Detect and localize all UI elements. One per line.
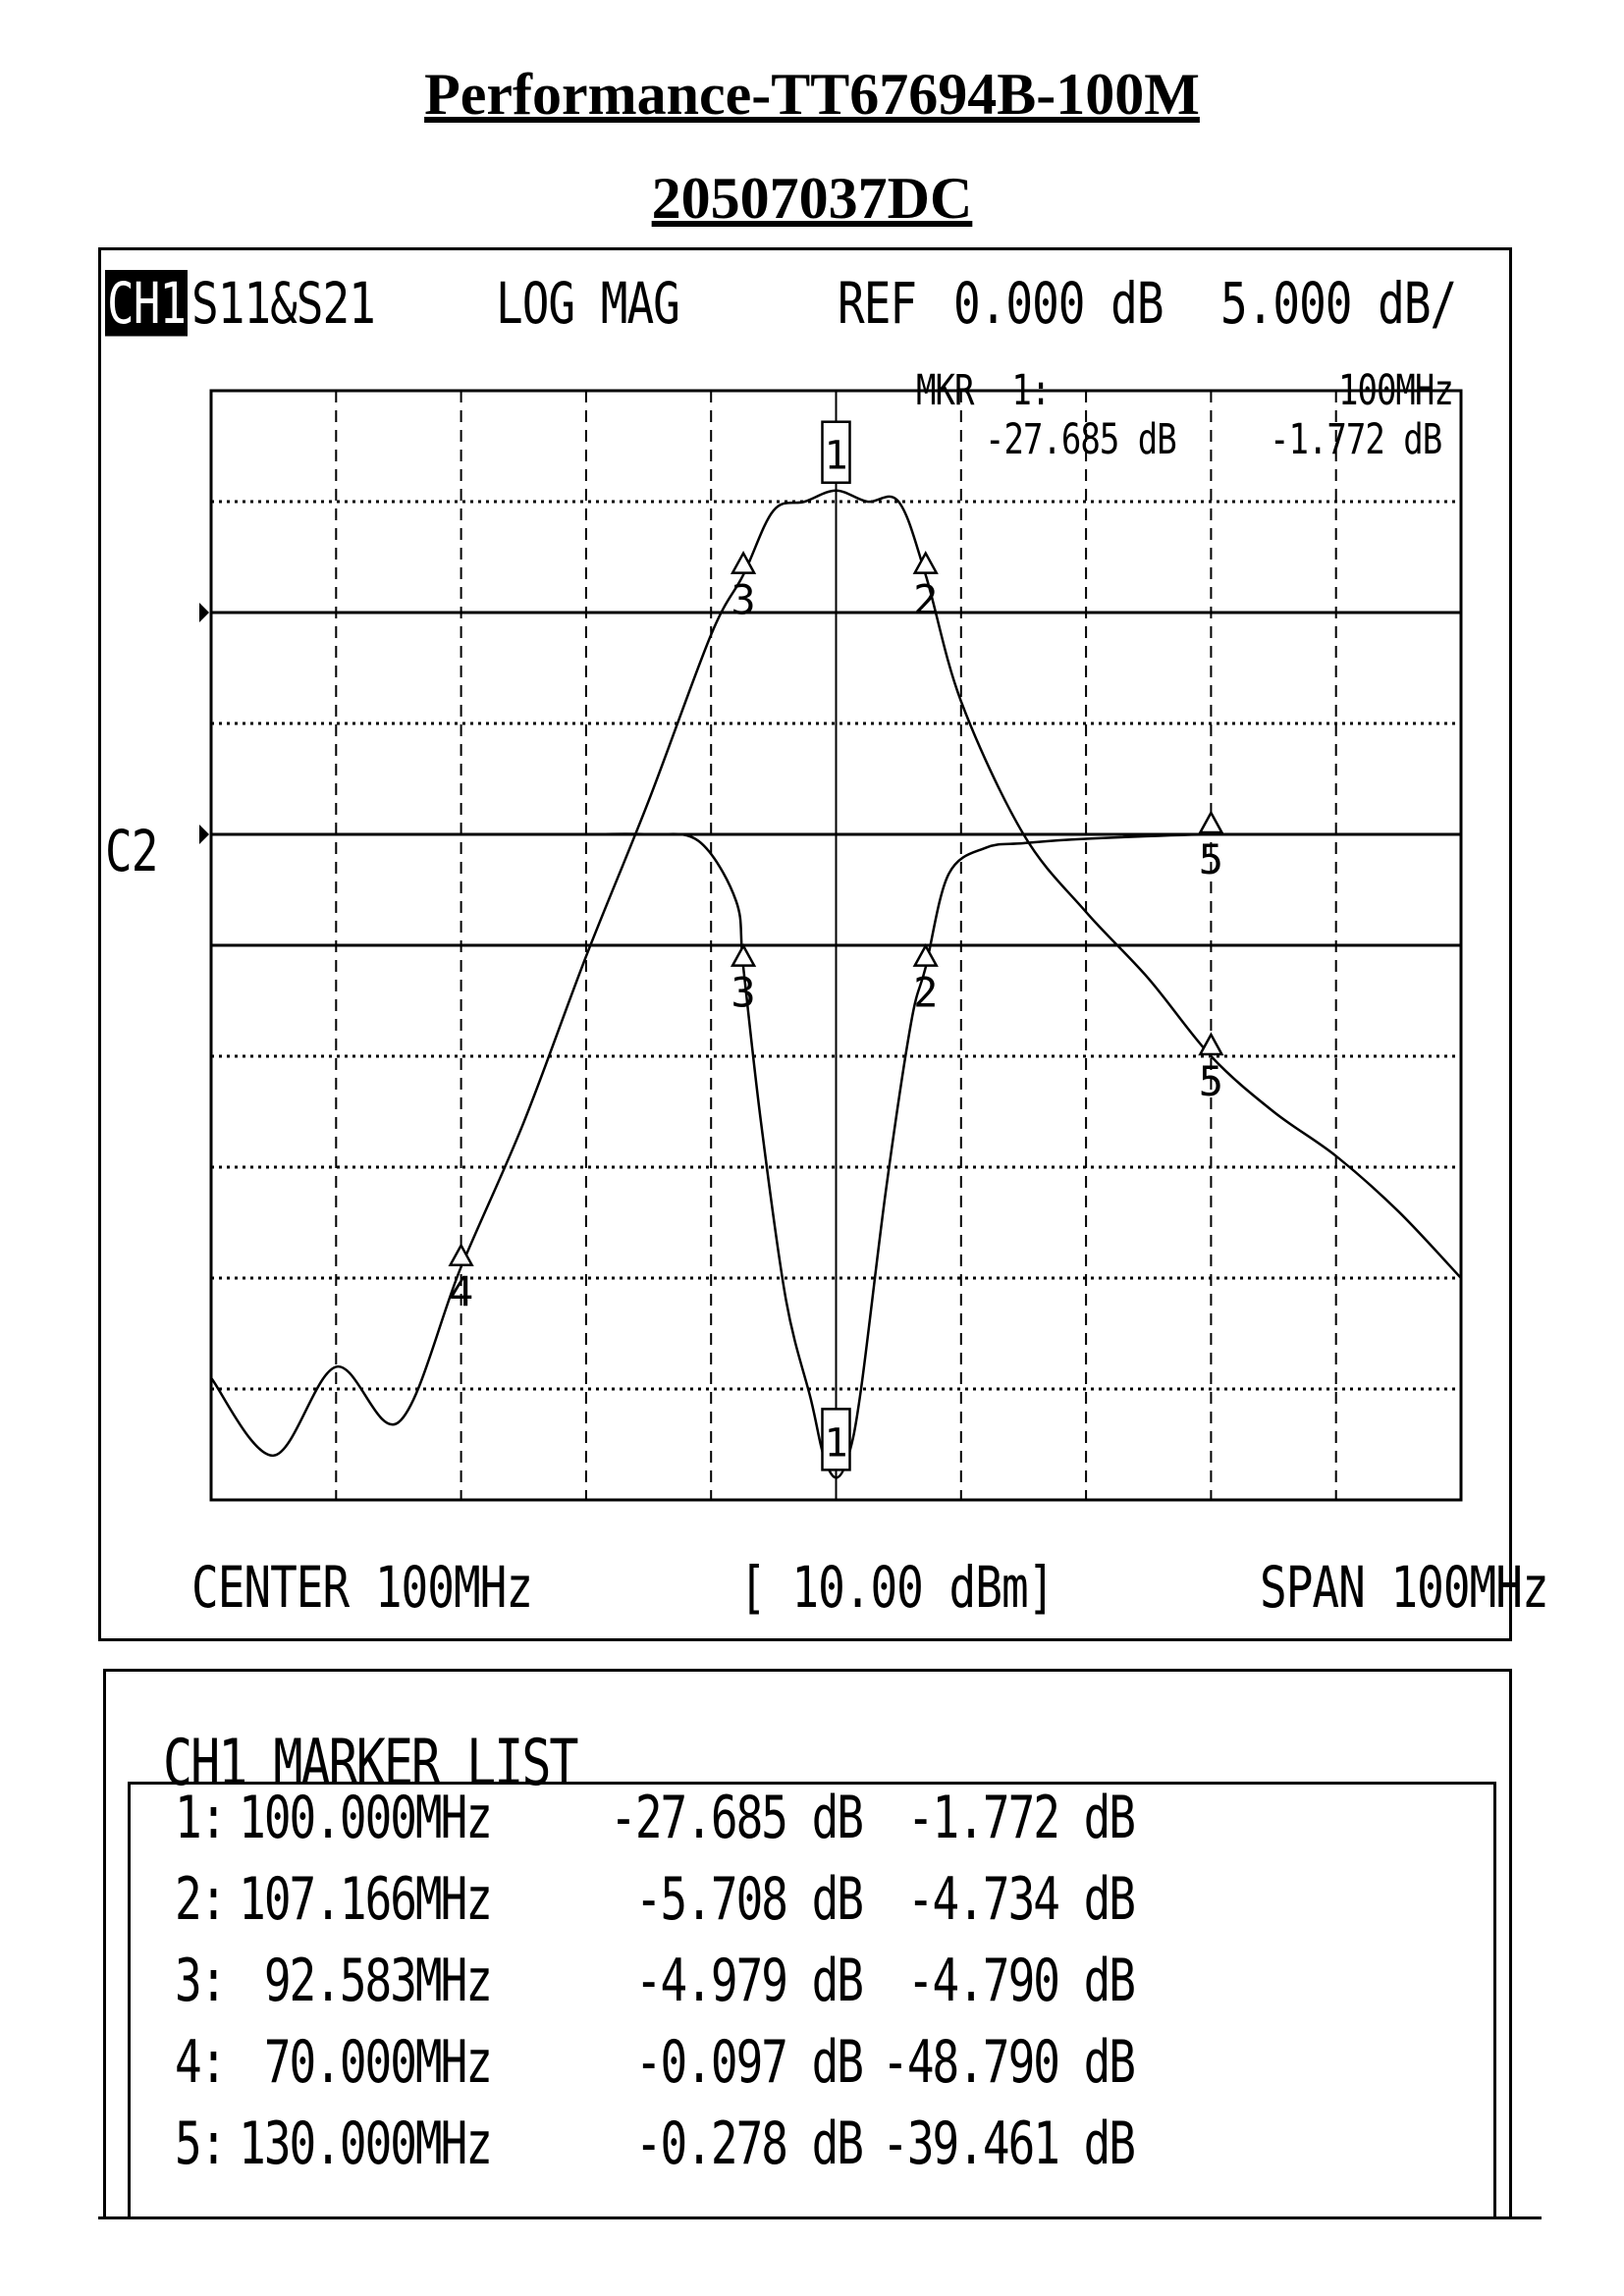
- c2-label: C2: [105, 818, 158, 884]
- trace-s11: [586, 833, 1461, 1477]
- marker-readout-s11: -27.685 dB: [985, 415, 1176, 464]
- marker-5-triangle: [1200, 1035, 1221, 1054]
- marker-1-label: 1: [824, 1420, 848, 1467]
- marker-2-triangle: [915, 554, 937, 573]
- marker-row-s21: -39.461 dB: [882, 2108, 1134, 2178]
- span-frequency: SPAN 100MHz: [1260, 1554, 1548, 1621]
- marker-row-frequency: 70.000MHz: [263, 2026, 492, 2097]
- marker-3-label: 3: [731, 575, 756, 624]
- scale-label: 5.000 dB/: [1220, 270, 1457, 337]
- marker-row-frequency: 130.000MHz: [239, 2108, 492, 2178]
- marker-2-triangle: [915, 946, 937, 966]
- marker-row-frequency: 100.000MHz: [239, 1782, 492, 1852]
- marker-row-id: 2:: [175, 1863, 226, 1934]
- marker-row-s21: -1.772 dB: [906, 1782, 1134, 1852]
- marker-row-s21: -48.790 dB: [882, 2026, 1134, 2097]
- marker-row-s11: -5.708 dB: [634, 1863, 862, 1934]
- ref-label: REF: [838, 270, 917, 337]
- marker-row-id: 1:: [175, 1782, 226, 1852]
- reference-arrow: [199, 603, 209, 622]
- marker-1-label: 1: [824, 433, 848, 479]
- page-title: Performance-TT67694B-100M: [424, 62, 1200, 127]
- marker-3-triangle: [732, 946, 754, 966]
- marker-2-label: 2: [913, 968, 939, 1017]
- marker-row-id: 5:: [175, 2108, 226, 2178]
- ref-value: 0.000 dB: [953, 270, 1164, 337]
- marker-row-s11: -0.278 dB: [634, 2108, 862, 2178]
- marker-5-label: 5: [1198, 1057, 1224, 1105]
- marker-row-frequency: 92.583MHz: [263, 1945, 492, 2015]
- marker-row-id: 3:: [175, 1945, 226, 2015]
- marker-row-frequency: 107.166MHz: [239, 1863, 492, 1934]
- marker-row-id: 4:: [175, 2026, 226, 2097]
- marker-3-label: 3: [731, 968, 756, 1017]
- source-power: [ 10.00 dBm]: [739, 1554, 1055, 1621]
- format-label: LOG MAG: [496, 270, 679, 337]
- marker-4-label: 4: [448, 1267, 474, 1316]
- marker-2-label: 2: [913, 575, 939, 624]
- params-label: S11&S21: [191, 270, 375, 337]
- marker-list-title: CH1 MARKER LIST: [163, 1726, 577, 1800]
- reference-arrow: [199, 825, 209, 844]
- marker-readout-s21: -1.772 dB: [1270, 415, 1442, 464]
- marker-readout-freq: 100MHz: [1338, 366, 1453, 415]
- channel-label: CH1: [107, 270, 187, 337]
- center-frequency: CENTER 100MHz: [191, 1554, 533, 1621]
- marker-row-s11: -0.097 dB: [634, 2026, 862, 2097]
- marker-list-box: [128, 1782, 1496, 2216]
- marker-readout-label: MKR 1:: [916, 366, 1051, 415]
- marker-row-s21: -4.790 dB: [906, 1945, 1134, 2015]
- page-subtitle: 20507037DC: [651, 166, 973, 231]
- marker-5-triangle: [1200, 813, 1221, 832]
- marker-5-label: 5: [1198, 835, 1224, 883]
- marker-row-s11: -4.979 dB: [634, 1945, 862, 2015]
- marker-row-s11: -27.685 dB: [610, 1782, 862, 1852]
- marker-list-panel: [103, 1669, 1512, 2218]
- marker-row-s21: -4.734 dB: [906, 1863, 1134, 1934]
- bottom-rule: [98, 2216, 1542, 2219]
